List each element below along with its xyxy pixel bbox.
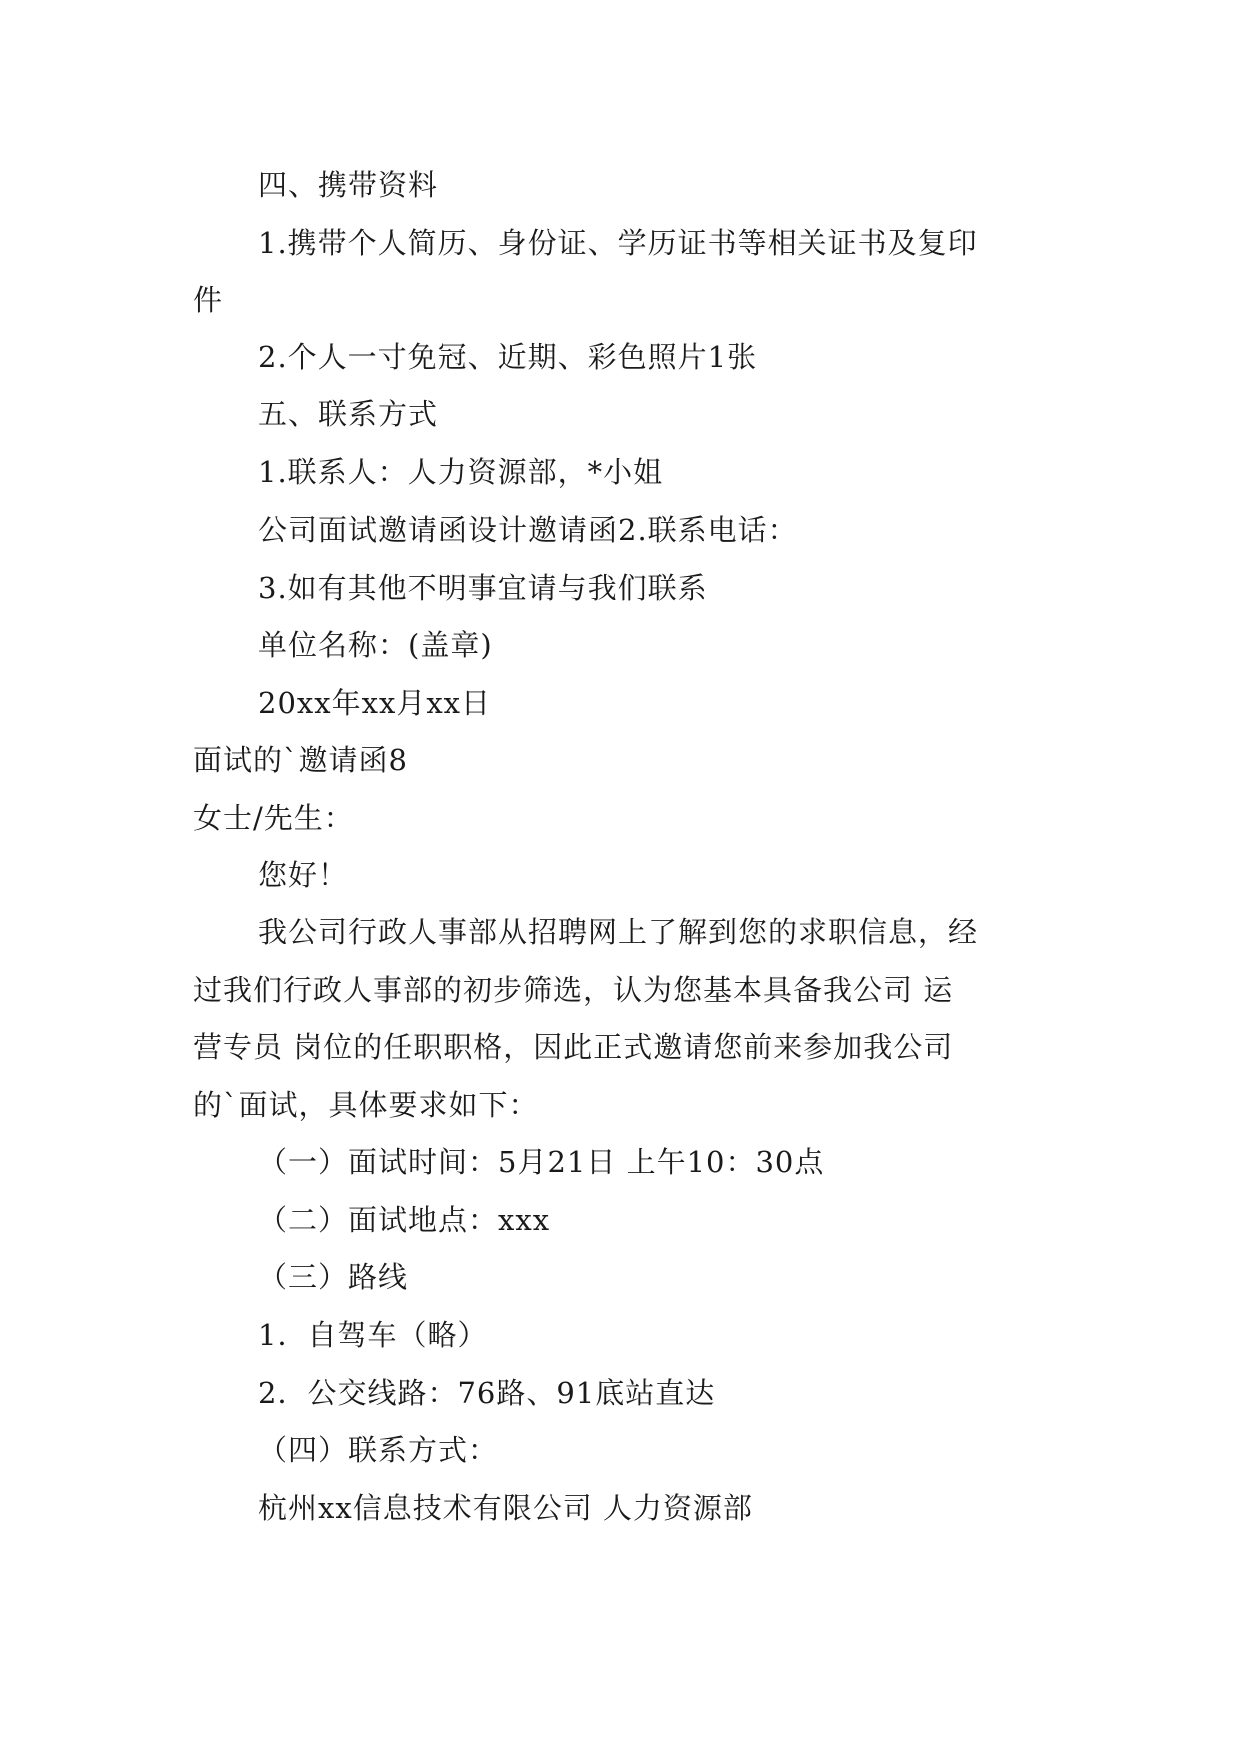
- salutation: 女士/先生：: [193, 801, 354, 835]
- date-line: 20xx年xx月xx日: [258, 686, 492, 720]
- greeting: 您好！: [258, 858, 349, 892]
- body-text: 营专员 岗位的任职职格，因此正式邀请您前来参加我公司: [193, 1030, 954, 1064]
- text-line: 3.如有其他不明事宜请与我们联系: [258, 571, 708, 605]
- signature-unit: 单位名称：(盖章): [258, 628, 493, 662]
- contact-heading: （四）联系方式：: [258, 1433, 499, 1467]
- body-text: 过我们行政人事部的初步筛选，认为您基本具备我公司 运: [193, 973, 954, 1007]
- company-name: 杭州xx信息技术有限公司 人力资源部: [258, 1491, 753, 1525]
- section-heading-materials: 四、携带资料: [258, 168, 439, 202]
- route-heading: （三）路线: [258, 1260, 409, 1294]
- body-text: 的`面试，具体要求如下：: [193, 1088, 539, 1122]
- section-heading-contact: 五、联系方式: [258, 397, 439, 431]
- text-line: 1.携带个人简历、身份证、学历证书等相关证书及复印: [258, 226, 978, 260]
- body-text: 我公司行政人事部从招聘网上了解到您的求职信息，经: [258, 915, 979, 949]
- interview-time: （一）面试时间：5月21日 上午10：30点: [258, 1145, 825, 1179]
- text-line: 件: [193, 283, 224, 317]
- text-line: 2.个人一寸免冠、近期、彩色照片1张: [258, 340, 758, 374]
- letter-title: 面试的`邀请函8: [193, 743, 408, 777]
- text-line: 公司面试邀请函设计邀请函2.联系电话：: [258, 513, 798, 547]
- text-line: 1.联系人：人力资源部，*小姐: [258, 455, 664, 489]
- route-item: 2．公交线路：76路、91底站直达: [258, 1376, 716, 1410]
- interview-location: （二）面试地点：xxx: [258, 1203, 551, 1237]
- route-item: 1．自驾车（略）: [258, 1318, 488, 1352]
